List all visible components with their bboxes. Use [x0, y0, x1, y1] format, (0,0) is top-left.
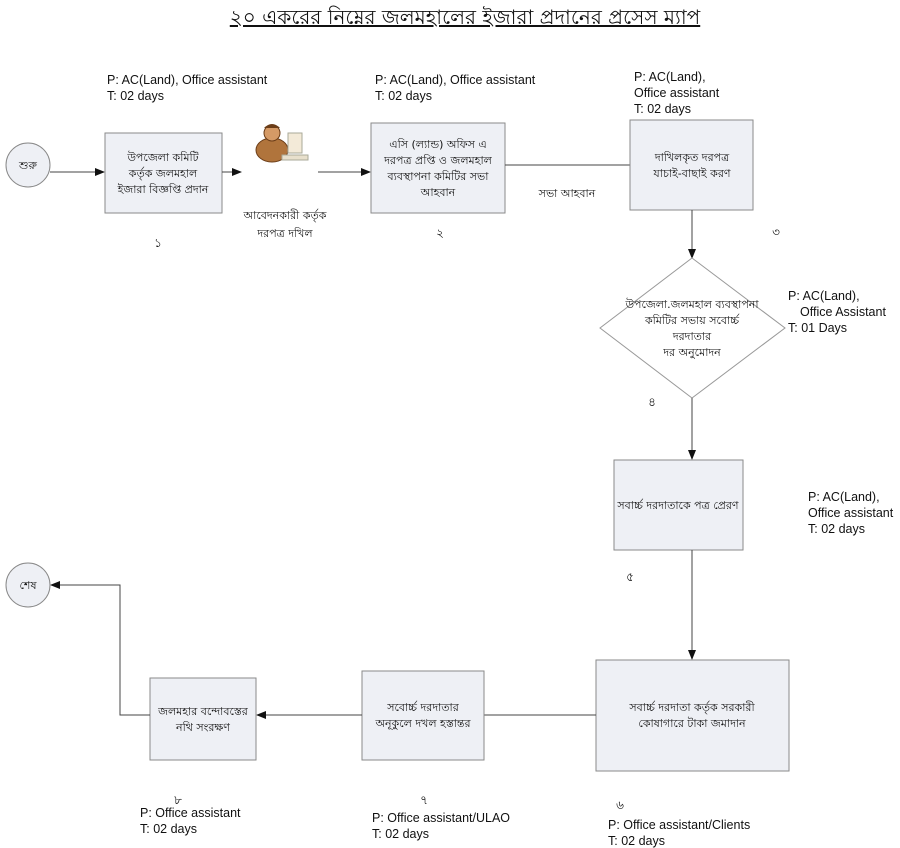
step-text: উপজেলা.জলমহাল ব্যবস্থাপনা — [625, 298, 759, 311]
responsible-person: P: AC(Land), Office assistant — [375, 73, 536, 87]
step-text: উপজেলা কমিটি — [127, 151, 199, 164]
responsible-person: P: Office assistant/ULAO — [372, 811, 511, 825]
step-text: যাচাই-বাছাই করণ — [653, 167, 731, 180]
step-text: দাখিলকৃত দরপত্র — [654, 151, 730, 164]
step-text: আহবান — [420, 186, 456, 199]
time-required: T: 02 days — [107, 89, 164, 103]
step-2-box — [371, 123, 505, 213]
applicant-caption: দরপত্র দখিল — [257, 227, 313, 240]
step-6-box — [596, 660, 789, 771]
responsible-person: Office assistant — [808, 506, 894, 520]
step-number: ৫ — [626, 570, 634, 584]
step-text: সবার্চ্চ দরদাতাকে পত্র প্রেরণ — [617, 499, 739, 512]
step-number: ২ — [436, 226, 444, 240]
time-required: T: 01 Days — [788, 321, 848, 335]
step-text: সবার্চ্চ দরদাতা কর্তৃক সরকারী — [629, 701, 755, 714]
time-required: T: 02 days — [372, 827, 429, 841]
responsible-person: Office assistant — [634, 86, 720, 100]
step-text: দরদাতার — [672, 330, 712, 343]
applicant-person-icon — [256, 124, 308, 162]
applicant-caption: আবেদনকারী কর্তৃক — [243, 209, 327, 222]
step-text: দরপত্র প্রপ্তি ও জলমহাল — [384, 154, 492, 167]
start-label: শুরু — [19, 159, 37, 172]
connector — [51, 585, 150, 715]
step-text: কর্তৃক জলমহাল — [128, 167, 198, 180]
step-text: ব্যবস্থাপনা কমিটির সভা — [387, 170, 489, 183]
step-text: কোষাগারে টাকা জমাদান — [638, 717, 746, 730]
step-text: দর অনুমোদন — [663, 346, 721, 359]
responsible-person: P: Office assistant/Clients — [608, 818, 751, 832]
responsible-person: P: AC(Land), — [788, 289, 860, 303]
time-required: T: 02 days — [375, 89, 432, 103]
step-text: জলমহার বন্দোবস্তের — [158, 705, 248, 718]
step-4-decision — [600, 258, 785, 398]
end-label: শেষ — [19, 579, 37, 592]
step-8-box — [150, 678, 256, 760]
responsible-person: Office Assistant — [800, 305, 886, 319]
step-number: ৬ — [616, 798, 624, 812]
step-text: নথি সংরক্ষণ — [176, 721, 230, 734]
step-number: ১ — [154, 236, 162, 250]
responsible-person: P: Office assistant — [140, 806, 241, 820]
step-text: কমিটির সভায় সবোর্চ্চ — [644, 314, 740, 327]
time-required: T: 02 days — [140, 822, 197, 836]
time-required: T: 02 days — [808, 522, 865, 536]
step-7-box — [362, 671, 484, 760]
step-text: অনূকুলে দখল হস্তান্তর — [375, 717, 471, 730]
step-number: ৪ — [648, 395, 656, 409]
meeting-call-label: সভা আহবান — [538, 187, 596, 200]
time-required: T: 02 days — [634, 102, 691, 116]
responsible-person: P: AC(Land), — [808, 490, 880, 504]
responsible-person: P: AC(Land), — [634, 70, 706, 84]
step-text: সবোর্চ্চ দরদাতার — [387, 701, 459, 714]
step-text: এসি (ল্যান্ড) অফিস এ — [389, 138, 487, 151]
time-required: T: 02 days — [608, 834, 665, 848]
step-number: ৩ — [772, 225, 780, 239]
responsible-person: P: AC(Land), Office assistant — [107, 73, 268, 87]
step-number: ৭ — [420, 793, 428, 807]
step-text: ইজারা বিজ্ঞপ্তি প্রদান — [117, 183, 209, 196]
page-title: ২০ একরের নিম্নের জলমহালের ইজারা প্রদানের প্রসেস ম্যাপ — [229, 5, 701, 29]
step-number: ৮ — [174, 793, 182, 807]
step-3-box — [630, 120, 753, 210]
